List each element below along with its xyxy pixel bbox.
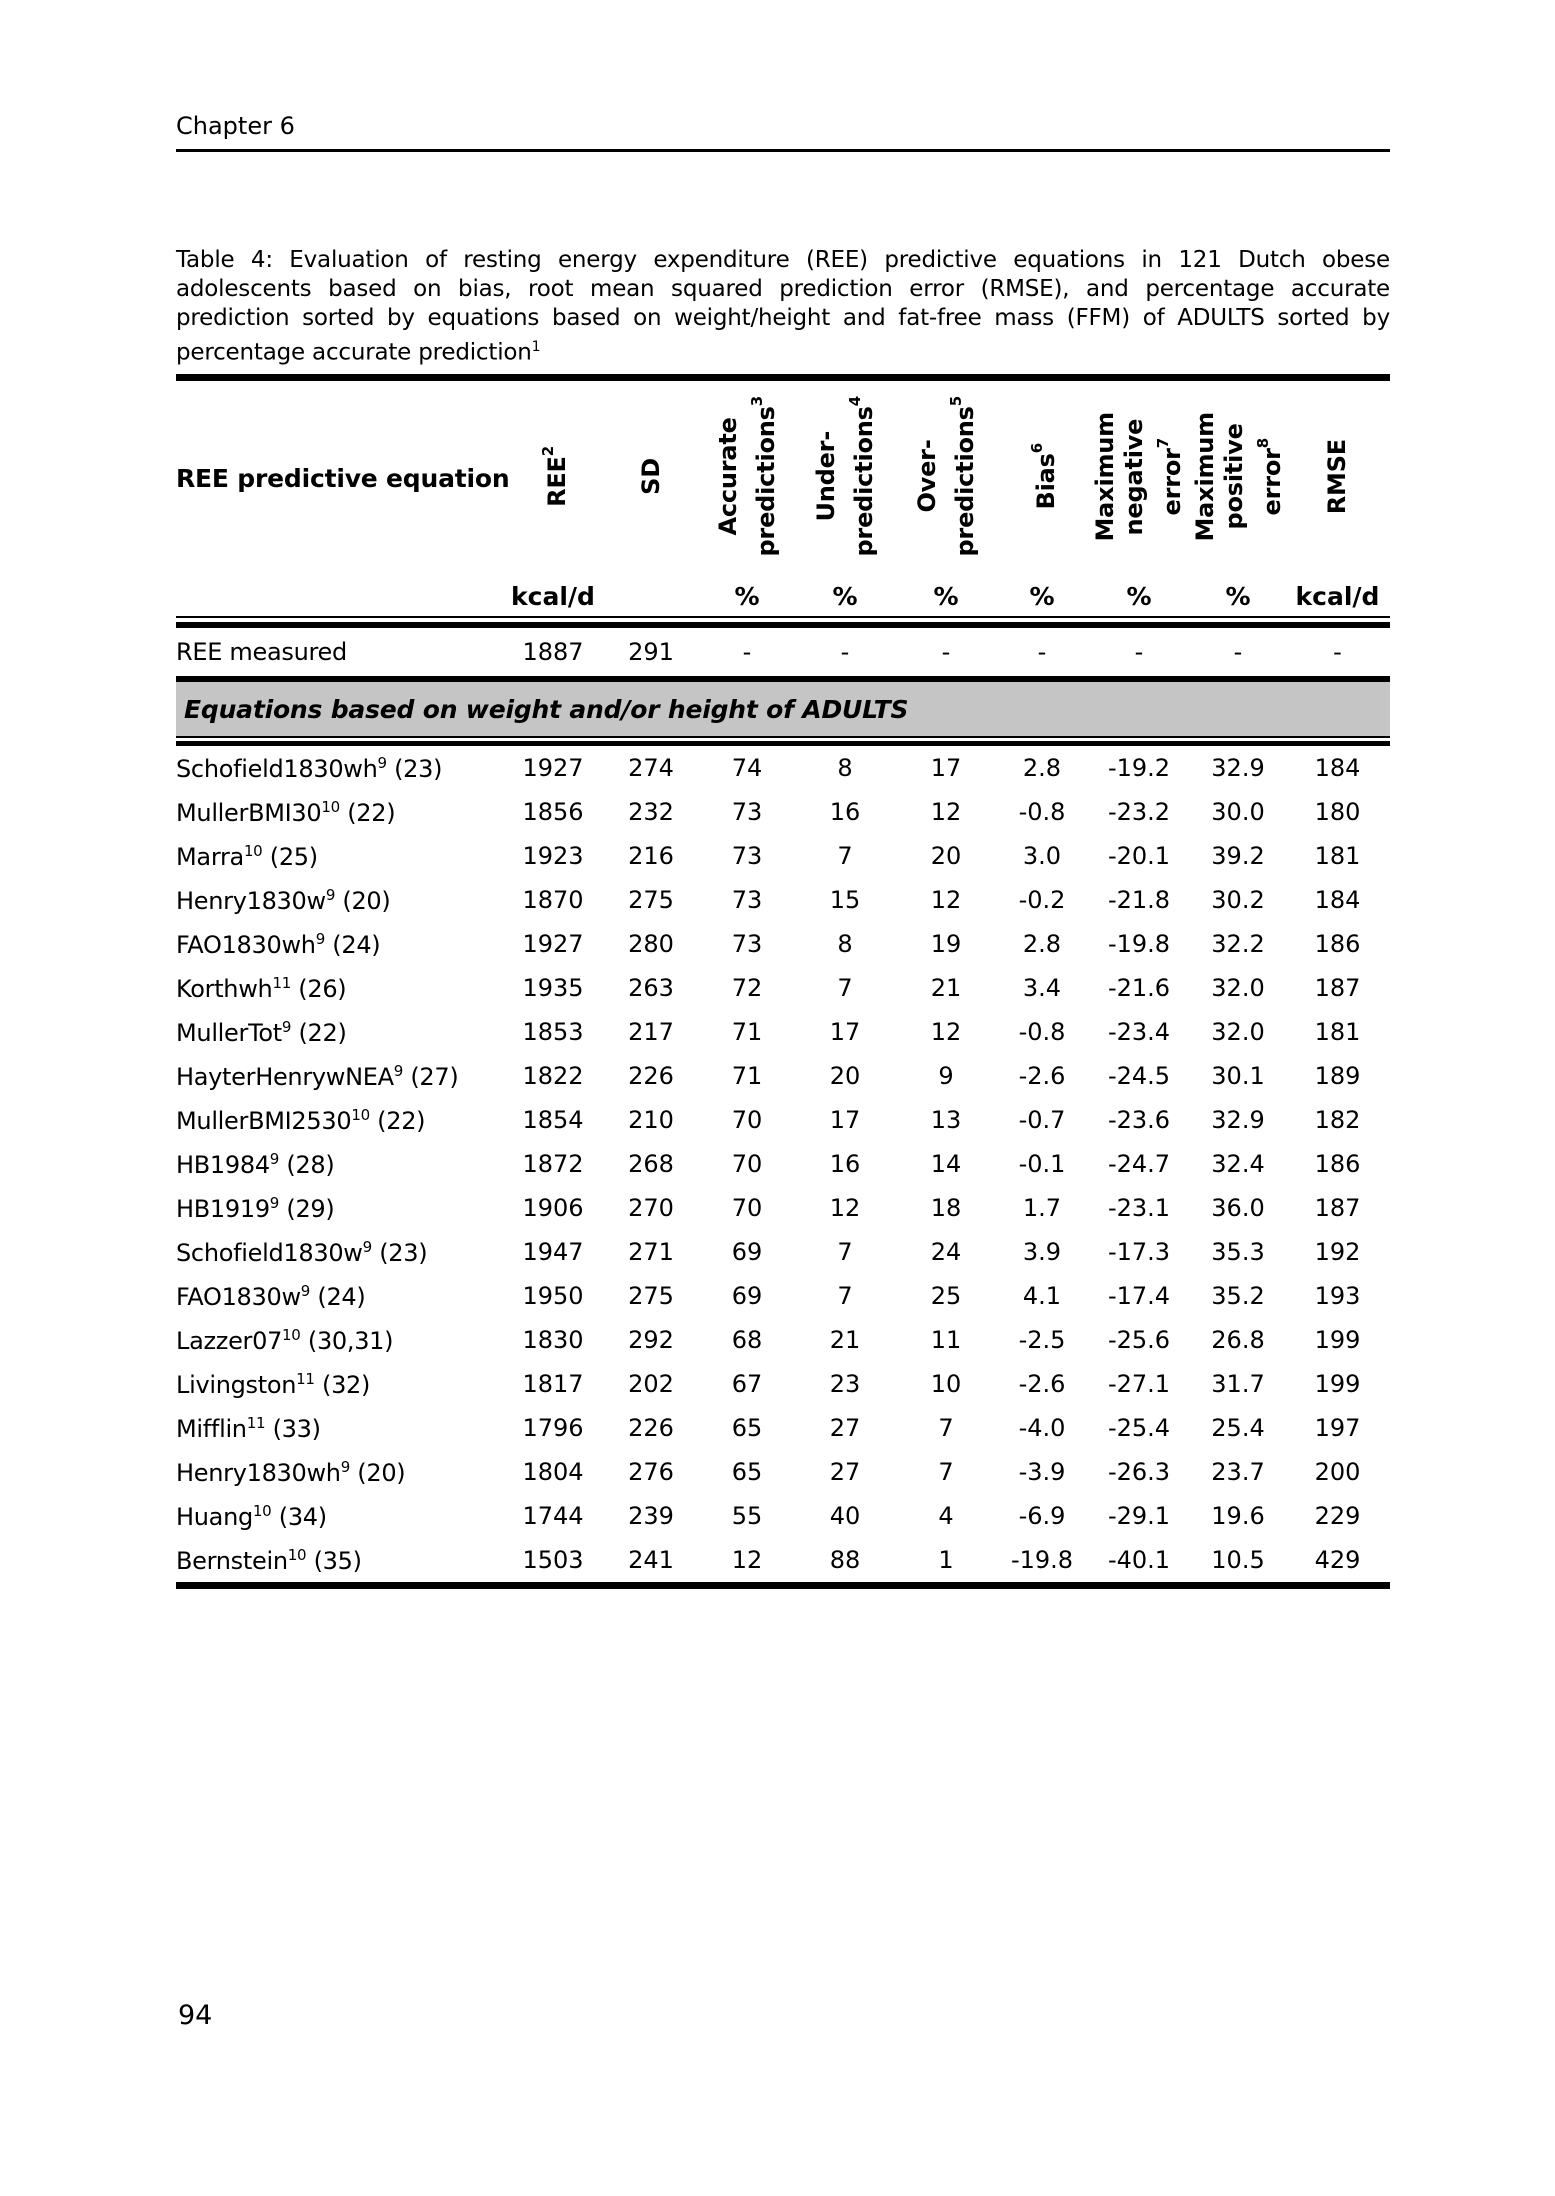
equation-name: $Henry1830wh^9$ (20) [176,1457,406,1487]
cell-value: 74 [731,754,763,782]
cell-value: -40.1 [1107,1546,1171,1574]
cell-value: -0.8 [1018,798,1066,826]
cell-value: 20 [829,1062,861,1090]
cell-value: 1856 [522,798,584,826]
cell-value: -20.1 [1107,842,1171,870]
cell-value: -25.4 [1107,1414,1171,1442]
cell-value: 1870 [522,886,584,914]
cell-value: 1744 [522,1502,584,1530]
measured-value: - [1333,638,1342,666]
cell-value: 189 [1314,1062,1361,1090]
cell-value: 26.8 [1211,1326,1265,1354]
table-row [176,1494,1390,1538]
cell-value: 12 [930,798,962,826]
cell-value: 292 [628,1326,674,1354]
cell-value: 21 [829,1326,861,1354]
caption-footnote-marker: 1 [531,339,541,355]
cell-value: 32.9 [1211,754,1265,782]
measured-value: 291 [628,638,674,666]
cell-value: -24.5 [1107,1062,1171,1090]
cell-value: -29.1 [1107,1502,1171,1530]
cell-value: 226 [628,1414,674,1442]
cell-value: 180 [1314,798,1361,826]
table-rule [176,616,1390,628]
column-header-7 [1191,378,1285,577]
cell-value: 11 [930,1326,962,1354]
cell-value: 71 [731,1018,763,1046]
cell-value: 1796 [522,1414,584,1442]
table-row [176,1010,1390,1054]
cell-value: 2.8 [1022,754,1062,782]
cell-value: 13 [930,1106,962,1134]
cell-value: 1804 [522,1458,584,1486]
cell-value: 19.6 [1211,1502,1265,1530]
table-row [176,1538,1390,1582]
column-unit-2: % [734,581,760,611]
equation-name: Livingston$^{11}$ (32) [176,1369,371,1399]
cell-value: 16 [829,798,861,826]
table-row [176,1450,1390,1494]
column-header-label: SD [636,458,665,495]
cell-value: 186 [1314,1150,1361,1178]
table-row [176,878,1390,922]
cell-value: 181 [1314,842,1361,870]
cell-value: 2.8 [1022,930,1062,958]
cell-value: 8 [837,754,853,782]
chapter-header-text: Chapter 6 [176,112,295,140]
cell-value: 1927 [522,754,584,782]
cell-value: 36.0 [1211,1194,1265,1222]
cell-value: 12 [829,1194,861,1222]
column-header-5 [997,378,1087,577]
equation-name: Bernstein$^{10}$ (35) [176,1545,362,1575]
cell-value: 7 [837,842,853,870]
cell-value: 429 [1314,1546,1361,1574]
cell-value: 193 [1314,1282,1361,1310]
equation-name: HB1919$^9$ (29) [176,1193,335,1223]
table-row [176,746,1390,790]
section-header-row [176,682,1390,736]
cell-value: 1950 [522,1282,584,1310]
cell-value: -26.3 [1107,1458,1171,1486]
cell-value: 274 [628,754,674,782]
cell-value: 73 [731,886,763,914]
cell-value: 197 [1314,1414,1361,1442]
column-header-row [176,378,1390,577]
cell-value: 55 [731,1502,763,1530]
cell-value: 184 [1314,754,1361,782]
cell-value: 7 [938,1458,954,1486]
equation-name: $Schofield1830w^9$ (23) [176,1237,428,1267]
table-rule [176,736,1390,746]
cell-value: 23 [829,1370,861,1398]
cell-value: 1872 [522,1150,584,1178]
table-row [176,1318,1390,1362]
table-row [176,922,1390,966]
cell-value: 72 [731,974,763,1002]
cell-value: 1817 [522,1370,584,1398]
cell-value: 18 [930,1194,962,1222]
cell-value: 14 [930,1150,962,1178]
cell-value: 67 [731,1370,763,1398]
cell-value: 21 [930,974,962,1002]
cell-value: 12 [930,1018,962,1046]
cell-value: 187 [1314,974,1361,1002]
cell-value: 7 [837,1282,853,1310]
cell-value: 70 [731,1150,763,1178]
cell-value: 73 [731,930,763,958]
cell-value: -21.6 [1107,974,1171,1002]
equation-name: MullerBMI2530$^{10}$ (22) [176,1105,426,1135]
equation-name: $MullerBMI30^{10}$ (22) [176,797,396,827]
cell-value: 12 [731,1546,763,1574]
cell-value: 40 [829,1502,861,1530]
table-row [176,1230,1390,1274]
table-rule [176,1582,1390,1589]
table-bottom-rule [176,1582,1390,1589]
cell-value: 199 [1314,1370,1361,1398]
measured-value: - [1037,638,1047,666]
cell-value: 216 [628,842,674,870]
cell-value: 35.2 [1211,1282,1265,1310]
column-header-3 [795,378,895,577]
equation-name: $FAO1830w^9$ (24) [176,1281,366,1311]
cell-value: 1 [938,1546,954,1574]
cell-value: 20 [930,842,962,870]
column-header-4 [895,378,997,577]
cell-value: 70 [731,1106,763,1134]
cell-value: 202 [628,1370,674,1398]
cell-value: 1503 [522,1546,584,1574]
table-caption [176,246,1390,368]
column-unit-1 [603,576,699,616]
cell-value: 32.4 [1211,1150,1265,1178]
section-header-text: Equations based on weight and/or height of ADULTS [176,682,1390,736]
cell-value: -24.7 [1107,1150,1171,1178]
cell-value: 1.7 [1022,1194,1062,1222]
cell-value: 8 [837,930,853,958]
cell-value: -0.8 [1018,1018,1066,1046]
table-row [176,1186,1390,1230]
cell-value: -0.1 [1018,1150,1066,1178]
cell-value: 25 [930,1282,962,1310]
cell-value: 1927 [522,930,584,958]
cell-value: 70 [731,1194,763,1222]
cell-value: 192 [1314,1238,1361,1266]
cell-value: 186 [1314,930,1361,958]
column-header-1 [603,378,699,577]
column-header-label: Accurate predictions$^3$ [713,396,780,557]
column-unit-8: kcal/d [1295,581,1380,611]
column-header-0 [503,378,603,577]
cell-value: -4.0 [1018,1414,1066,1442]
table-row [176,1054,1390,1098]
cell-value: 4 [938,1502,954,1530]
cell-value: -25.6 [1107,1326,1171,1354]
column-unit-0: kcal/d [511,581,595,611]
cell-value: 32.0 [1211,1018,1265,1046]
cell-value: 88 [829,1546,861,1574]
table-row [176,966,1390,1010]
cell-value: 1853 [522,1018,584,1046]
table-row [176,1142,1390,1186]
cell-value: 276 [628,1458,674,1486]
cell-value: 3.9 [1022,1238,1062,1266]
cell-value: 232 [628,798,674,826]
units-row [176,576,1390,616]
measured-value: - [1134,638,1144,666]
cell-value: -2.6 [1018,1370,1066,1398]
table-row [176,834,1390,878]
cell-value: 1822 [522,1062,584,1090]
equation-name: $Schofield1830wh^9$ (23) [176,753,443,783]
cell-value: 7 [837,1238,853,1266]
cell-value: 229 [1314,1502,1361,1530]
equation-name: $Henry1830w^9$ (20) [176,885,391,915]
column-unit-5: % [1029,581,1055,611]
cell-value: 7 [837,974,853,1002]
cell-value: -21.8 [1107,886,1171,914]
cell-value: 69 [731,1282,763,1310]
cell-value: 3.4 [1022,974,1062,1002]
cell-value: -3.9 [1018,1458,1066,1486]
cell-value: 39.2 [1211,842,1265,870]
cell-value: 17 [829,1106,861,1134]
cell-value: 268 [628,1150,674,1178]
cell-value: 32.2 [1211,930,1265,958]
equation-name: Huang$^{10}$ (34) [176,1501,327,1531]
cell-value: 69 [731,1238,763,1266]
cell-value: -0.7 [1018,1106,1066,1134]
cell-value: -6.9 [1018,1502,1066,1530]
cell-value: 73 [731,842,763,870]
table-row [176,1406,1390,1450]
cell-value: 32.0 [1211,974,1265,1002]
cell-value: 30.1 [1211,1062,1265,1090]
row-header-label: REE predictive equation [176,464,510,493]
cell-value: 3.0 [1022,842,1062,870]
units-row-spacer [176,576,503,616]
measured-value: - [742,638,752,666]
measured-value: - [941,638,951,666]
cell-value: -19.8 [1010,1546,1074,1574]
column-unit-7: % [1225,581,1251,611]
cell-value: 68 [731,1326,763,1354]
table-caption-text: Table 4: Evaluation of resting energy expenditure (REE) predictive equations in 121 Dutch obese adolescents based on bias, root mean squared prediction error (RMSE), and percentage accurate prediction sorted by equations based on weight/height and fat-free mass (FFM) of ADULTS sorted by percentage accurate prediction [176,247,1390,366]
rule-below-units [176,616,1390,628]
cell-value: 1906 [522,1194,584,1222]
equation-name: Marra$^{10}$ (25) [176,841,318,871]
equation-name: HayterHenrywNEA$^9$ (27) [176,1061,459,1091]
cell-value: 9 [938,1062,954,1090]
cell-value: 65 [731,1458,763,1486]
cell-value: 31.7 [1211,1370,1265,1398]
cell-value: 35.3 [1211,1238,1265,1266]
cell-value: -23.6 [1107,1106,1171,1134]
cell-value: 1947 [522,1238,584,1266]
equation-name: Korthwh$^{11}$ (26) [176,973,347,1003]
column-header-8 [1285,378,1390,577]
cell-value: 217 [628,1018,674,1046]
cell-value: -27.1 [1107,1370,1171,1398]
cell-value: -2.5 [1018,1326,1066,1354]
column-header-label: Maximum negative error$^7$ [1091,411,1186,542]
cell-value: 271 [628,1238,674,1266]
cell-value: -17.3 [1107,1238,1171,1266]
cell-value: 24 [930,1238,962,1266]
cell-value: 30.2 [1211,886,1265,914]
cell-value: 181 [1314,1018,1361,1046]
equation-name: $FAO1830wh^9$ (24) [176,929,381,959]
table-row [176,1098,1390,1142]
cell-value: 210 [628,1106,674,1134]
rule-below-section [176,736,1390,746]
cell-value: 199 [1314,1326,1361,1354]
cell-value: -19.2 [1107,754,1171,782]
column-header-label: REE$^2$ [539,446,571,507]
column-header-6 [1087,378,1191,577]
cell-value: 263 [628,974,674,1002]
cell-value: -0.2 [1018,886,1066,914]
cell-value: 23.7 [1211,1458,1265,1486]
measured-value: - [1233,638,1243,666]
cell-value: 27 [829,1458,861,1486]
cell-value: 10 [930,1370,962,1398]
cell-value: 65 [731,1414,763,1442]
column-unit-3: % [832,581,858,611]
cell-value: 71 [731,1062,763,1090]
cell-value: 241 [628,1546,674,1574]
cell-value: -23.4 [1107,1018,1171,1046]
equation-name: $Lazzer07^{10}$ (30,31) [176,1325,394,1355]
cell-value: 12 [930,886,962,914]
cell-value: 32.9 [1211,1106,1265,1134]
column-header-label: Over- predictions$^5$ [912,396,979,557]
measured-row-label: REE measured [176,638,347,666]
cell-value: 184 [1314,886,1361,914]
equation-name: MullerTot$^9$ (22) [176,1017,347,1047]
table-row [176,1274,1390,1318]
cell-value: 280 [628,930,674,958]
cell-value: 10.5 [1211,1546,1265,1574]
column-header-label: Under- predictions$^4$ [811,396,878,557]
cell-value: 7 [938,1414,954,1442]
cell-value: 239 [628,1502,674,1530]
column-header-label: Bias$^6$ [1028,443,1060,510]
table-row [176,790,1390,834]
cell-value: 1830 [522,1326,584,1354]
measured-value: - [840,638,850,666]
column-header-label: RMSE [1323,438,1351,515]
cell-value: -17.4 [1107,1282,1171,1310]
cell-value: 25.4 [1211,1414,1265,1442]
measured-row [176,628,1390,676]
cell-value: -23.2 [1107,798,1171,826]
cell-value: 226 [628,1062,674,1090]
cell-value: 187 [1314,1194,1361,1222]
equation-name: Mifflin$^{11}$ (33) [176,1413,321,1443]
equation-name: HB1984$^9$ (28) [176,1149,335,1179]
cell-value: 17 [829,1018,861,1046]
column-unit-4: % [933,581,959,611]
ree-evaluation-table [176,374,1390,1589]
cell-value: 27 [829,1414,861,1442]
cell-value: 1923 [522,842,584,870]
measured-value: 1887 [522,638,584,666]
cell-value: 15 [829,886,861,914]
cell-value: 270 [628,1194,674,1222]
cell-value: 275 [628,1282,674,1310]
cell-value: 1854 [522,1106,584,1134]
cell-value: 1935 [522,974,584,1002]
cell-value: 182 [1314,1106,1361,1134]
cell-value: 275 [628,886,674,914]
cell-value: -19.8 [1107,930,1171,958]
cell-value: 200 [1314,1458,1361,1486]
cell-value: 4.1 [1022,1282,1062,1310]
cell-value: 30.0 [1211,798,1265,826]
column-unit-6: % [1126,581,1152,611]
cell-value: 17 [930,754,962,782]
cell-value: -2.6 [1018,1062,1066,1090]
cell-value: 73 [731,798,763,826]
table-row [176,1362,1390,1406]
chapter-header [176,112,1390,152]
cell-value: 19 [930,930,962,958]
column-header-2 [699,378,795,577]
column-header-label: Maximum positive error$^8$ [1191,411,1286,542]
page-number: 94 [178,2000,213,2031]
cell-value: 16 [829,1150,861,1178]
cell-value: -23.1 [1107,1194,1171,1222]
